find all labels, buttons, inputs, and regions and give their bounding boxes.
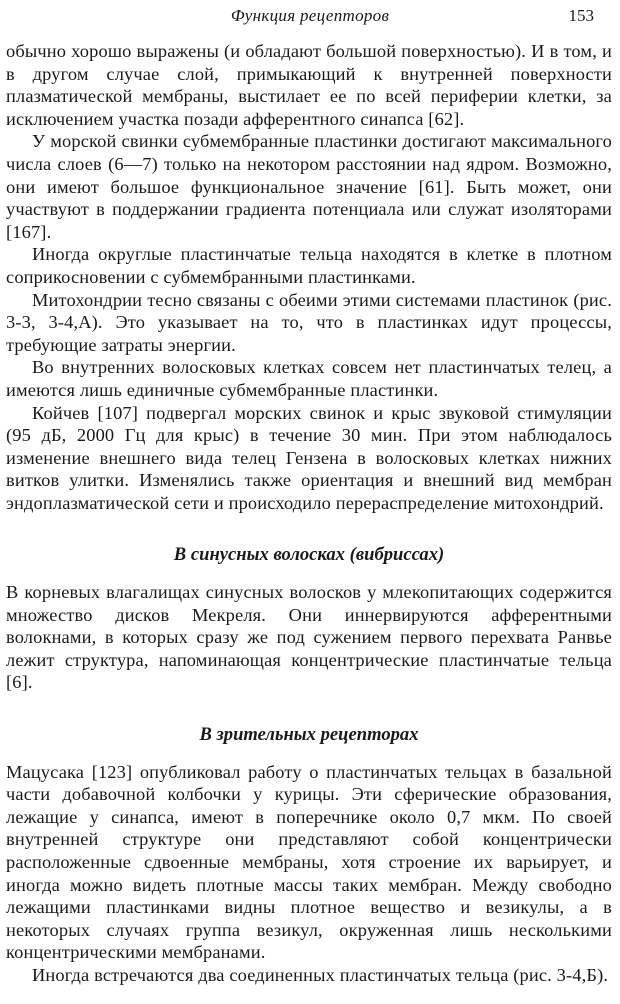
running-head <box>0 4 620 30</box>
paragraph: Иногда округлые пластинчатые тельца находятся в клетке в плотном соприкосновении с субмембранными пластинками. <box>6 244 612 287</box>
paragraph-continued: обычно хорошо выражены (и обладают большой поверхностью). И в том, и в другом случае слой, примыкающий к внутренней поверхности плазматической мембраны, выстилает ее по всей периферии клетки, за исключением участка позади афферентного синапса [62]. <box>6 41 612 129</box>
paragraph: У морской свинки субмембранные пластинки достигают максимального числа слоев (6—7) только на некотором расстоянии над ядром. Возможно, они имеют большое функциональное значение [61]. Быть может, они участвуют в поддержании градиента потенциала или служат изоляторами [167]. <box>6 131 612 242</box>
paragraph: Во внутренних волосковых клетках совсем нет пластинчатых телец, а имеются лишь единичные субмембранные пластинки. <box>6 357 612 400</box>
running-title: Функция рецепторов <box>230 6 390 25</box>
section-heading-visual-receptors: В зрительных рецепторах <box>199 724 419 746</box>
paragraph: В корневых влагалищах синусных волосков у млекопитающих содержится множество дисков Мекреля. Они иннервируются афферентными волокнами, в которых сразу же под сужением первого перехвата Ранвье лежит структура, напоминающая концентрические пластинчатые тельца [6]. <box>6 582 612 693</box>
body-text <box>6 40 612 987</box>
page-number: 153 <box>568 6 594 25</box>
paragraph: Койчев [107] подвергал морских свинок и крыс звуковой стимуляции (95 дБ, 2000 Гц для крыс) в течение 30 мин. При этом наблюдалось изменение внешнего вида телец Гензена в волосковых клетках нижних витков улитки. Изменялись также ориентация и внешний вид мембран эндоплазматической сети и происходило перераспределение митохондрий. <box>6 402 612 513</box>
paragraph: Мацусака [123] опубликовал работу о пластинчатых тельцах в базальной части добавочной колбочки у курицы. Эти сферические образования, лежащие у синапса, имеют в поперечнике около 0,7 мкм. По своей внутренней структуре они представляют собой концентрически расположенные сдвоенные мембраны, хотя строение их варьирует, и иногда можно видеть плотные массы таких мембран. Между свободно лежащими пластинками видны плотное вещество и везикулы, а в некоторых случаях группа везикул, окруженная лишь несколькими концентрическими мембранами. <box>6 761 612 963</box>
paragraph: Иногда встречаются два соединенных пластинчатых тельца (рис. 3-4,Б). <box>32 964 609 985</box>
section-heading-vibrissae: В синусных волосках (вибриссах) <box>173 544 445 566</box>
paragraph: Митохондрии тесно связаны с обеими этими системами пластинок (рис. 3-3, 3-4,А). Это указывает на то, что в пластинках идут процессы, требующие затраты энергии. <box>6 289 612 355</box>
